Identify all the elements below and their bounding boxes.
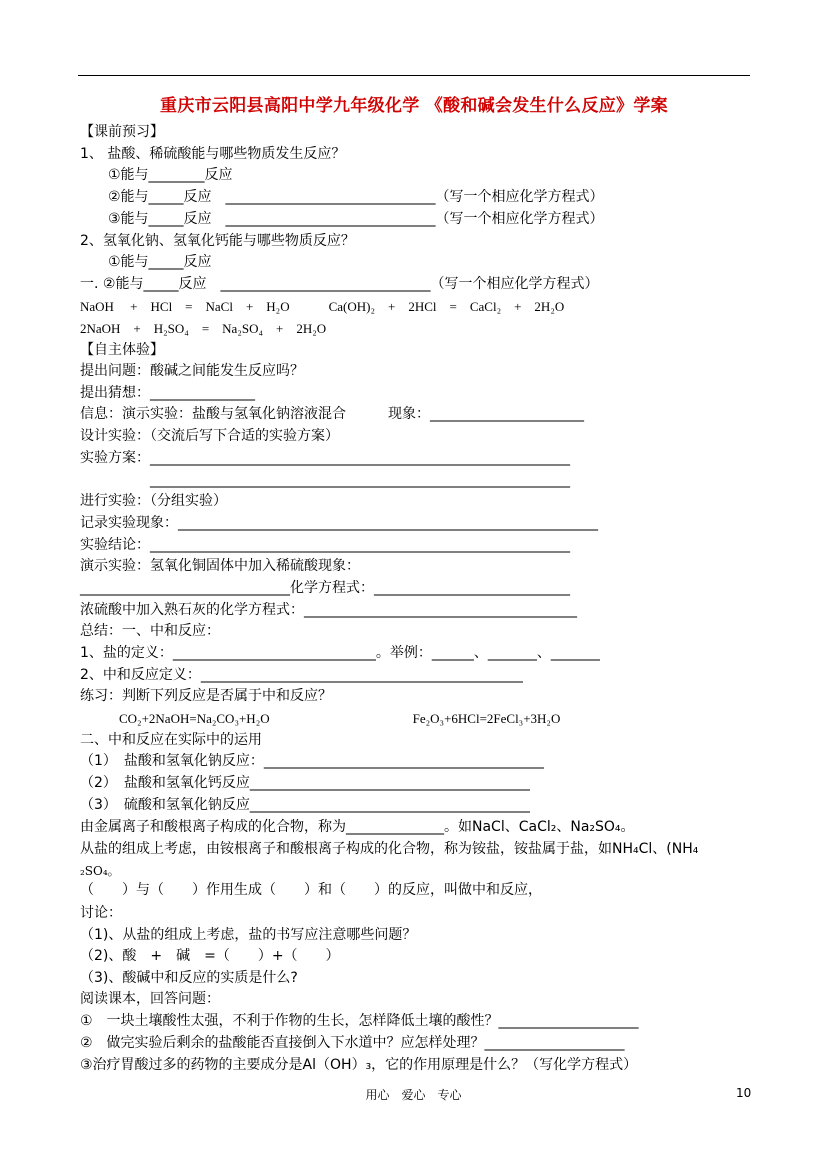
text-line: 【课前预习】 xyxy=(80,124,164,140)
text-line: 设计实验：（交流后写下合适的实验方案） xyxy=(80,428,339,444)
text-line: 讨论： xyxy=(80,905,122,921)
document-title: 重庆市云阳县高阳中学九年级化学 《酸和碱会发生什么反应》学案 xyxy=(160,96,668,116)
text-line: ③治疗胃酸过多的药物的主要成分是Al（OH）₃，它的作用原理是什么？（写化学方程式） xyxy=(80,1057,638,1073)
text-line: 信息：演示实验：盐酸与氢氧化钠溶液混合 现象：______________________ xyxy=(80,406,584,422)
text-line: （ ）与（ ）作用生成（ ）和（ ）的反应，叫做中和反应， xyxy=(80,882,542,898)
text-line: ①能与_____反应 xyxy=(80,254,212,270)
text-line: 提出问题：酸碱之间能发生反应吗？ xyxy=(80,363,304,379)
text-line: （1)、从盐的组成上考虑，盐的书写应注意哪些问题？ xyxy=(80,927,417,943)
text-line: ₂SO₄。 xyxy=(80,864,120,878)
text-line: 2、氢氧化钠、氢氧化钙能与哪些物质反应？ xyxy=(80,233,355,249)
text-line: 1、 盐酸、稀硫酸能与哪些物质发生反应？ xyxy=(80,146,346,162)
text-line: 阅读课本，回答问题： xyxy=(80,991,220,1007)
text-line: 进行实验：（分组实验） xyxy=(80,493,227,509)
text-line: 一. ②能与_____反应 ______________________________（写一个相应化学方程式） xyxy=(80,276,599,292)
text-line: ① 一块土壤酸性太强，不利于作物的生长，怎样降低土壤的酸性？____________________ xyxy=(80,1013,639,1029)
text-line: （3） 硫酸和氢氧化钠反应________________________________________ xyxy=(80,797,530,813)
text-line: （2)、酸 + 碱 =（ ）+（ ） xyxy=(80,948,340,964)
text-line: ② 做完实验后剩余的盐酸能否直接倒入下水道中？应怎样处理？____________________ xyxy=(80,1035,625,1051)
equation-line: CO₂+2NaOH=Na₂CO₃+H₂O Fe₂O₃+6HCl=2FeCl₃+3H₂O xyxy=(80,711,561,726)
page-number: 10 xyxy=(736,1086,752,1100)
text-line: 由金属离子和酸根离子构成的化合物，称为______________。如NaCl、CaCl₂、Na₂SO₄。 xyxy=(80,819,635,835)
equation-line: NaOH + HCl = NaCl + H₂O Ca(OH)₂ + 2HCl = CaCl₂ + 2H₂O xyxy=(80,299,565,314)
text-line: 提出猜想：_______________ xyxy=(80,385,255,401)
equation-line: 2NaOH + H₂SO₄ = Na₂SO₄ + 2H₂O xyxy=(80,321,327,336)
header-rule xyxy=(78,75,750,76)
text-line: 记录实验现象：____________________________________________________________ xyxy=(80,515,598,531)
text-line: （1） 盐酸和氢氧化钠反应：________________________________________ xyxy=(80,753,544,769)
text-line: （3)、酸碱中和反应的实质是什么? xyxy=(80,970,298,986)
text-line: 二、中和反应在实际中的运用 xyxy=(80,732,262,748)
text-line: 总结：一、中和反应： xyxy=(80,623,220,639)
text-line: ②能与_____反应 ______________________________（写一个相应化学方程式） xyxy=(80,189,604,205)
text-line: 练习：判断下列反应是否属于中和反应？ xyxy=(80,688,332,704)
text-line: 实验结论：____________________________________________________________ xyxy=(80,537,570,553)
page-footer: 用心 爱心 专心 xyxy=(365,1088,462,1102)
text-line: 浓硫酸中加入熟石灰的化学方程式：_______________________________________ xyxy=(80,602,577,618)
text-line: （2） 盐酸和氢氧化钙反应________________________________________ xyxy=(80,775,530,791)
text-line: ①能与________反应 xyxy=(80,167,233,183)
text-line: 2、中和反应定义：______________________________________________ xyxy=(80,667,523,683)
text-line: 从盐的组成上考虑，由铵根离子和酸根离子构成的化合物，称为铵盐，铵盐属于盐，如NH₄Cl、(NH₄ xyxy=(80,841,699,857)
text-line: 【自主体验】 xyxy=(80,342,164,358)
text-line: 1、盐的定义：_____________________________。举例：______、_______、_______ xyxy=(80,645,600,661)
text-line: ______________________________化学方程式：____________________________ xyxy=(80,580,570,596)
text-line: ③能与_____反应 ______________________________（写一个相应化学方程式） xyxy=(80,211,604,227)
text-line: 实验方案：____________________________________________________________ xyxy=(80,450,570,466)
text-line: 演示实验：氢氧化铜固体中加入稀硫酸现象： xyxy=(80,558,360,574)
text-line: ____________________________________________________________ xyxy=(80,472,570,488)
